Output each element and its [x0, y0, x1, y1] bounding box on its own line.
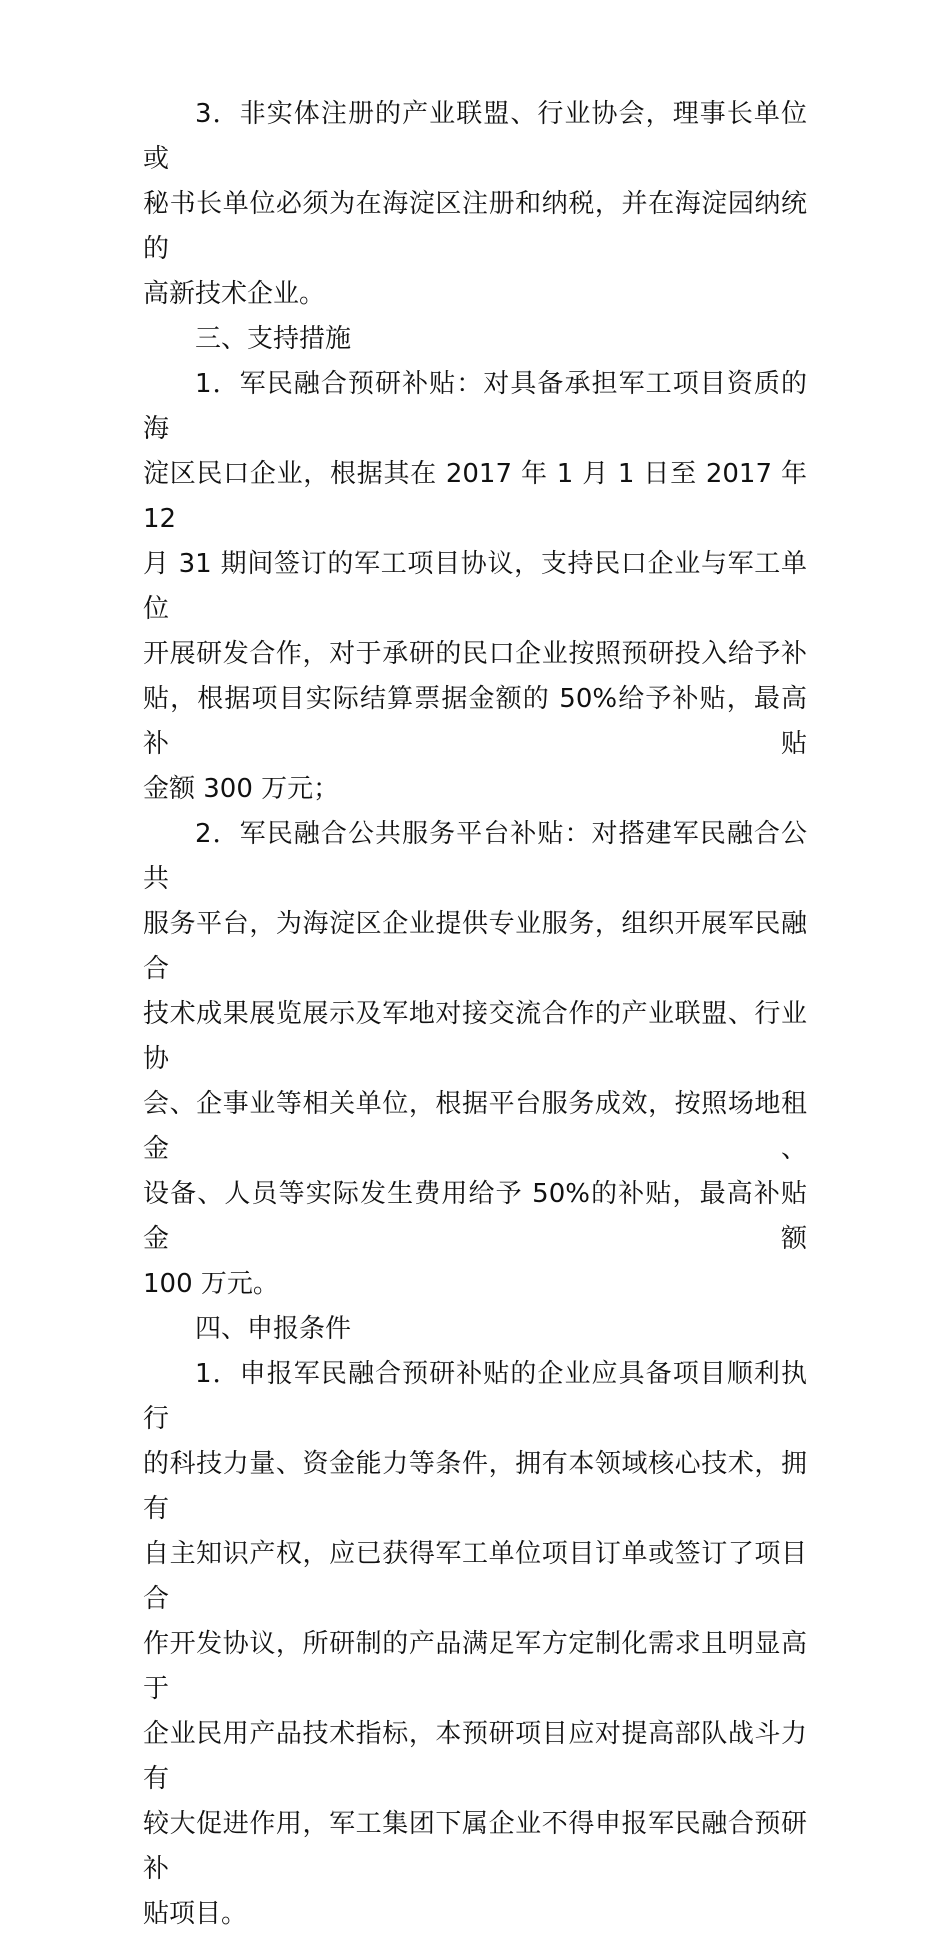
- paragraph-line: 3．非实体注册的产业联盟、行业协会，理事长单位或: [143, 99, 807, 174]
- paragraph-line: 自主知识产权，应已获得军工单位项目订单或签订了项目合: [143, 1539, 807, 1614]
- paragraph: [143, 812, 807, 1307]
- paragraph: [143, 92, 807, 317]
- section-heading: [143, 317, 807, 362]
- paragraph-line: 1．申报军民融合预研补贴的企业应具备项目顺利执行: [143, 1359, 807, 1434]
- paragraph: [143, 1352, 807, 1937]
- paragraph-line: 较大促进作用，军工集团下属企业不得申报军民融合预研补: [143, 1809, 807, 1884]
- paragraph-line: 的科技力量、资金能力等条件，拥有本领域核心技术，拥有: [143, 1449, 807, 1524]
- paragraph-line: 1．军民融合预研补贴：对具备承担军工项目资质的海: [143, 369, 807, 444]
- document-body: [143, 92, 807, 1937]
- paragraph-line: 服务平台，为海淀区企业提供专业服务，组织开展军民融合: [143, 909, 807, 984]
- paragraph-line: 技术成果展览展示及军地对接交流合作的产业联盟、行业协: [143, 999, 807, 1074]
- paragraph-line: 金额 300 万元；: [143, 774, 340, 804]
- paragraph-line: 淀区民口企业，根据其在 2017 年 1 月 1 日至 2017 年 12: [143, 459, 807, 534]
- section-heading: [143, 1307, 807, 1352]
- section-heading-text: 四、申报条件: [195, 1314, 352, 1344]
- paragraph-line: 设备、人员等实际发生费用给予 50%的补贴，最高补贴金额: [143, 1179, 807, 1254]
- paragraph-line: 作开发协议，所研制的产品满足军方定制化需求且明显高于: [143, 1629, 807, 1704]
- paragraph-line: 2．军民融合公共服务平台补贴：对搭建军民融合公共: [143, 819, 807, 894]
- paragraph-line: 月 31 期间签订的军工项目协议，支持民口企业与军工单位: [143, 549, 807, 624]
- section-heading-text: 三、支持措施: [195, 324, 352, 354]
- paragraph-line: 贴，根据项目实际结算票据金额的 50%给予补贴，最高补贴: [143, 684, 807, 759]
- paragraph-line: 秘书长单位必须为在海淀区注册和纳税，并在海淀园纳统的: [143, 189, 807, 264]
- paragraph-line: 100 万元。: [143, 1269, 279, 1299]
- paragraph-line: 贴项目。: [143, 1899, 248, 1929]
- paragraph-line: 开展研发合作，对于承研的民口企业按照预研投入给予补: [143, 639, 807, 669]
- paragraph: [143, 362, 807, 812]
- paragraph-line: 会、企事业等相关单位，根据平台服务成效，按照场地租金、: [143, 1089, 807, 1164]
- paragraph-line: 企业民用产品技术指标，本预研项目应对提高部队战斗力有: [143, 1719, 807, 1794]
- paragraph-line: 高新技术企业。: [143, 279, 326, 309]
